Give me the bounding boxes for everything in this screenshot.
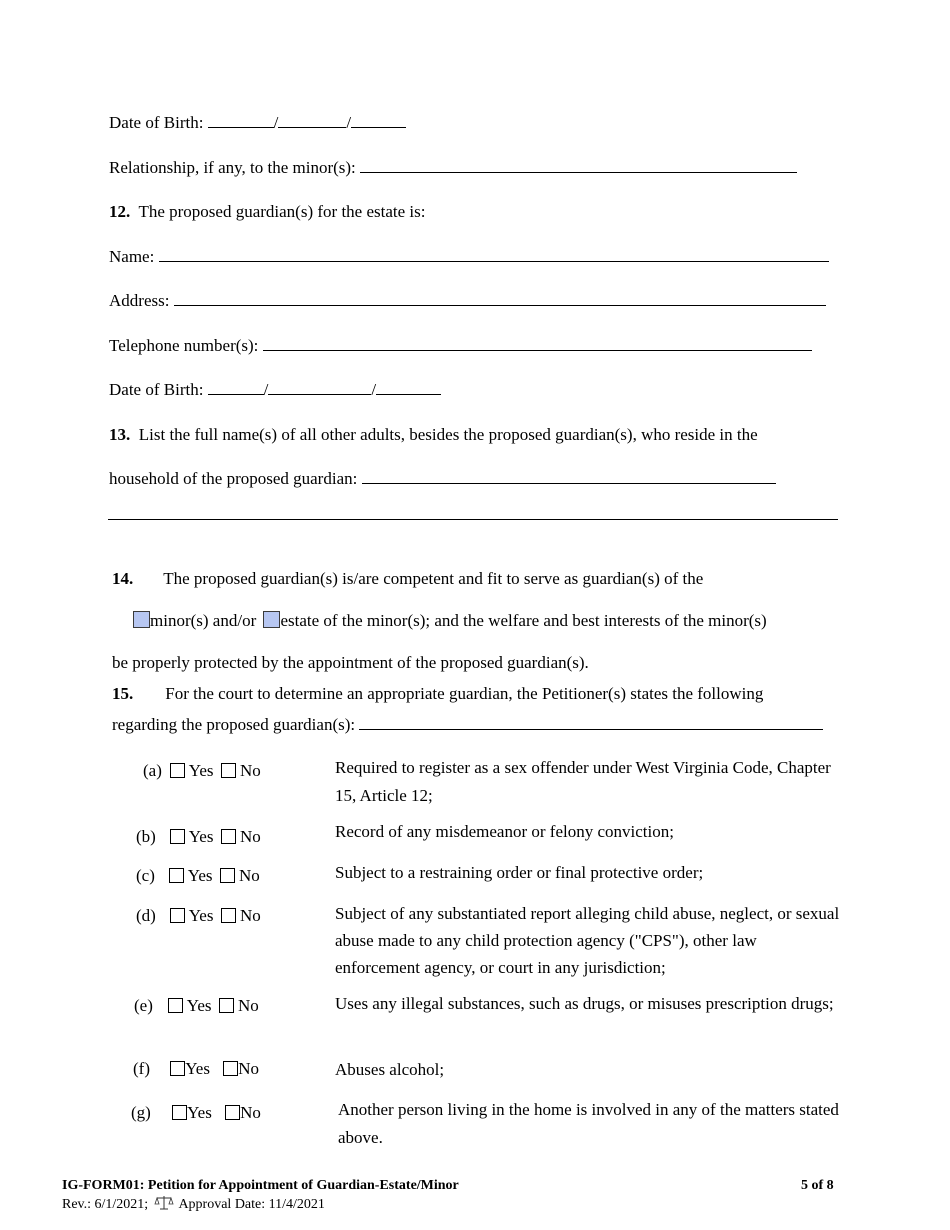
scales-icon <box>154 1195 174 1216</box>
no-checkbox[interactable] <box>221 829 236 844</box>
dob-year-field[interactable] <box>351 112 406 128</box>
footer-form-title: IG-FORM01: Petition for Appointment of Guardian-Estate/Minor <box>62 1178 459 1193</box>
dob-row-1: Date of Birth: / / <box>109 112 406 134</box>
no-checkbox[interactable] <box>221 908 236 923</box>
household-adults-field[interactable] <box>362 468 776 484</box>
yes-checkbox[interactable] <box>168 998 183 1013</box>
item-description: Required to register as a sex offender under West Virginia Code, Chapter 15, Article 12; <box>335 758 831 805</box>
name-row: Name: <box>109 246 829 268</box>
section-14-line3: be properly protected by the appointment of the proposed guardian(s). <box>112 653 589 672</box>
guardian-dob-year-field[interactable] <box>376 379 441 395</box>
item-description: Another person living in the home is involved in any of the matters stated above. <box>338 1100 839 1147</box>
guardian-telephone-field[interactable] <box>263 335 812 351</box>
yes-checkbox[interactable] <box>170 829 185 844</box>
relationship-row: Relationship, if any, to the minor(s): <box>109 157 797 179</box>
section-15-line2: regarding the proposed guardian(s): <box>112 714 823 736</box>
item-description: Record of any misdemeanor or felony conviction; <box>335 822 674 841</box>
section-13-heading: 13. List the full name(s) of all other adults, besides the proposed guardian(s), who reside in the <box>109 425 758 444</box>
footer-page-number: 5 of 8 <box>801 1178 834 1193</box>
yes-checkbox[interactable] <box>172 1105 187 1120</box>
no-checkbox[interactable] <box>225 1105 240 1120</box>
footer-revision: Rev.: 6/1/2021; Approval Date: 11/4/2021 <box>62 1195 325 1216</box>
guardian-name-field[interactable] <box>159 246 829 262</box>
guardian-dob-month-field[interactable] <box>208 379 264 395</box>
section-14-options: minor(s) and/or estate of the minor(s); and the welfare and best interests of the minor(s) <box>133 610 767 632</box>
section-15-heading: 15. For the court to determine an appropriate guardian, the Petitioner(s) states the following <box>112 684 764 703</box>
address-row: Address: <box>109 290 826 312</box>
household-row: household of the proposed guardian: <box>109 468 776 490</box>
relationship-field[interactable] <box>360 157 797 173</box>
dob-day-field[interactable] <box>278 112 346 128</box>
item-description: Subject of any substantiated report alleging child abuse, neglect, or sexual abuse made to any child protection agency ("CPS"), other law enforcement agency, or court in any jurisdiction; <box>335 904 840 977</box>
item-description: Uses any illegal substances, such as drugs, or misuses prescription drugs; <box>335 994 834 1013</box>
no-checkbox[interactable] <box>223 1061 238 1076</box>
section-14-heading: 14. The proposed guardian(s) is/are competent and fit to serve as guardian(s) of the <box>112 569 704 588</box>
telephone-row: Telephone number(s): <box>109 335 812 357</box>
no-checkbox[interactable] <box>221 763 236 778</box>
household-adults-line-2[interactable] <box>108 519 838 520</box>
yes-checkbox[interactable] <box>170 908 185 923</box>
guardian-dob-day-field[interactable] <box>268 379 371 395</box>
item-letter: (a) <box>143 761 162 780</box>
dob-month-field[interactable] <box>208 112 274 128</box>
no-checkbox[interactable] <box>220 868 235 883</box>
item-description: Abuses alcohol; <box>335 1060 445 1079</box>
minor-checkbox[interactable] <box>133 611 150 628</box>
yes-checkbox[interactable] <box>170 1061 185 1076</box>
item-description: Subject to a restraining order or final protective order; <box>335 863 704 882</box>
yes-checkbox[interactable] <box>170 763 185 778</box>
yes-checkbox[interactable] <box>169 868 184 883</box>
section-12-heading: 12. The proposed guardian(s) for the estate is: <box>109 202 426 221</box>
dob-row-2: Date of Birth: / / <box>109 379 441 401</box>
proposed-guardian-field[interactable] <box>359 714 823 730</box>
guardian-address-field[interactable] <box>174 290 826 306</box>
no-checkbox[interactable] <box>219 998 234 1013</box>
estate-checkbox[interactable] <box>263 611 280 628</box>
